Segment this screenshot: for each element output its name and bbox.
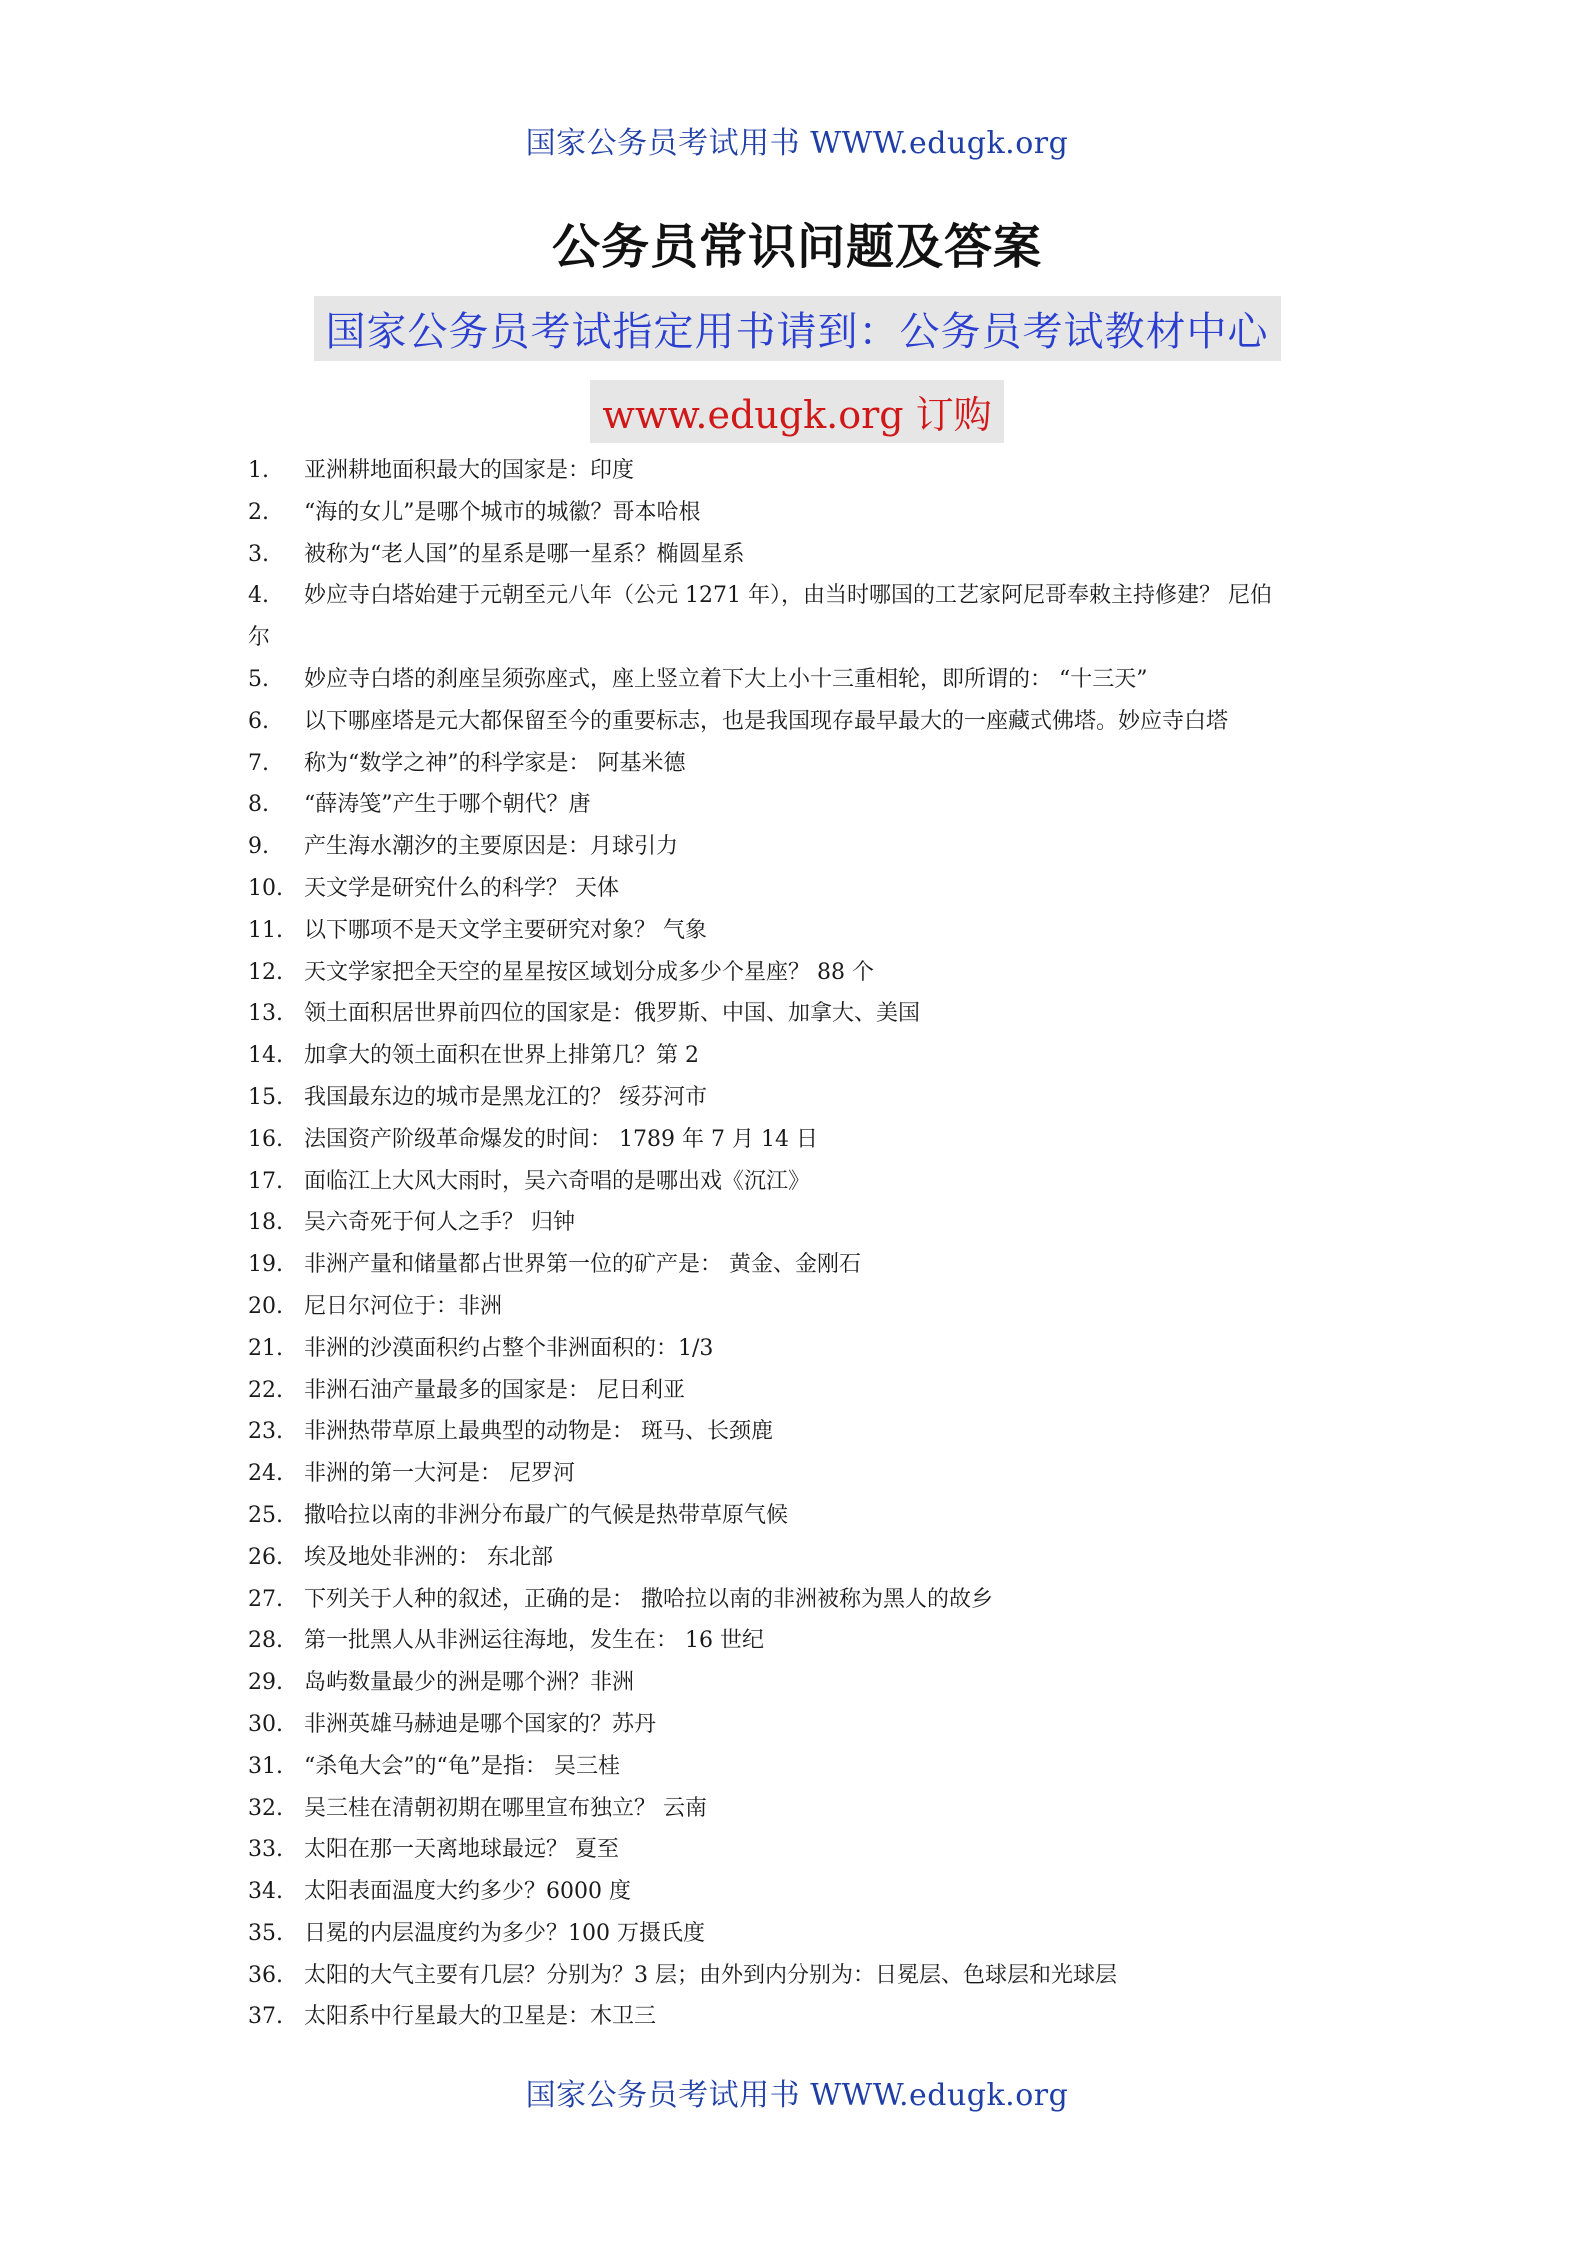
item-text xyxy=(304,1670,634,1695)
item-number: 31. xyxy=(248,1753,283,1779)
list-item xyxy=(248,1955,1358,1997)
item-text xyxy=(304,960,874,985)
item-question-answer: 日冕的内层温度约为多少？100 万摄氏度 xyxy=(304,1920,705,1946)
item-text xyxy=(304,458,634,483)
item-number: 30. xyxy=(248,1711,283,1737)
item-text xyxy=(304,1545,553,1570)
item-text xyxy=(304,1963,1117,1988)
banner-line-1 xyxy=(0,296,1594,361)
item-question-answer: 产生海水潮汐的主要原因是：月球引力 xyxy=(304,834,679,860)
item-text xyxy=(304,792,591,817)
banner-text-2[interactable]: www.edugk.org 订购 xyxy=(590,380,1003,443)
item-text xyxy=(304,1419,773,1444)
list-item xyxy=(248,868,1358,910)
item-text xyxy=(304,1085,707,1110)
item-text xyxy=(304,542,745,567)
item-question-answer: 埃及地处非洲的： 东北部 xyxy=(304,1544,553,1570)
item-question-answer: 以下哪座塔是元大都保留至今的重要标志，也是我国现存最早最大的一座藏式佛塔。妙应寺白塔 xyxy=(304,708,1229,734)
item-number: 8. xyxy=(248,792,269,818)
item-number: 5. xyxy=(248,666,269,692)
item-number: 21. xyxy=(248,1335,283,1361)
item-question-answer: 太阳表面温度大约多少？6000 度 xyxy=(304,1879,631,1905)
item-question-answer: 非洲产量和储量都占世界第一位的矿产是： 黄金、金刚石 xyxy=(304,1252,861,1278)
item-number: 11. xyxy=(248,917,283,943)
item-number: 9. xyxy=(248,834,269,860)
item-text xyxy=(304,1837,619,1862)
list-item xyxy=(248,1453,1358,1495)
item-number: 4. xyxy=(248,583,269,609)
item-text xyxy=(304,1127,818,1152)
item-number: 14. xyxy=(248,1043,283,1069)
item-number: 24. xyxy=(248,1461,283,1487)
list-item xyxy=(248,1829,1358,1871)
item-text xyxy=(248,583,1358,659)
item-number: 34. xyxy=(248,1879,283,1905)
list-item xyxy=(248,575,1358,659)
list-item xyxy=(248,1370,1358,1412)
item-question-answer: 非洲的第一大河是： 尼罗河 xyxy=(304,1461,575,1487)
item-question-answer: 加拿大的领土面积在世界上排第几？第 2 xyxy=(304,1043,699,1069)
list-item xyxy=(248,1411,1358,1453)
item-text xyxy=(304,1001,920,1026)
item-text xyxy=(304,1210,575,1235)
item-text xyxy=(304,1587,993,1612)
item-question-answer: 非洲石油产量最多的国家是： 尼日利亚 xyxy=(304,1377,685,1403)
list-item xyxy=(248,784,1358,826)
item-text xyxy=(304,1336,713,1361)
item-question-answer: 天文学家把全天空的星星按区域划分成多少个星座？ 88 个 xyxy=(304,959,874,985)
item-question-answer: 第一批黑人从非洲运往海地，发生在： 16 世纪 xyxy=(304,1628,764,1654)
item-question-answer: “杀龟大会”的“龟”是指： 吴三桂 xyxy=(304,1753,620,1779)
list-item xyxy=(248,1035,1358,1077)
list-item xyxy=(248,450,1358,492)
list-item xyxy=(248,743,1358,785)
item-question-answer: 岛屿数量最少的洲是哪个洲？非洲 xyxy=(304,1670,635,1696)
list-item xyxy=(248,1704,1358,1746)
item-text xyxy=(304,1252,861,1277)
item-number: 33. xyxy=(248,1837,283,1863)
item-question-answer: 下列关于人种的叙述，正确的是： 撒哈拉以南的非洲被称为黑人的故乡 xyxy=(304,1586,993,1612)
list-item xyxy=(248,1746,1358,1788)
item-text xyxy=(304,751,686,776)
item-number: 16. xyxy=(248,1126,283,1152)
item-question-answer: 吴六奇死于何人之手？ 归钟 xyxy=(304,1210,575,1236)
item-number: 37. xyxy=(248,2004,283,2030)
item-text xyxy=(304,834,678,859)
item-number: 35. xyxy=(248,1920,283,1946)
item-number: 20. xyxy=(248,1293,283,1319)
item-question-answer: 太阳的大气主要有几层？分别为？3 层；由外到内分别为：日冕层、色球层和光球层 xyxy=(304,1962,1117,1988)
item-question-answer: 非洲热带草原上最典型的动物是： 斑马、长颈鹿 xyxy=(304,1419,773,1445)
list-item xyxy=(248,1328,1358,1370)
item-question-answer: 被称为“老人国”的星系是哪一星系？椭圆星系 xyxy=(304,541,745,567)
item-text xyxy=(304,1879,631,1904)
item-number: 2. xyxy=(248,499,269,525)
item-text xyxy=(304,1503,788,1528)
item-number: 18. xyxy=(248,1210,283,1236)
item-text xyxy=(304,1628,764,1653)
item-question-answer: 非洲的沙漠面积约占整个非洲面积的：1/3 xyxy=(304,1335,714,1361)
item-text xyxy=(304,1294,502,1319)
list-item xyxy=(248,952,1358,994)
item-question-answer: 以下哪项不是天文学主要研究对象？ 气象 xyxy=(304,917,707,943)
list-item xyxy=(248,1913,1358,1955)
item-number: 3. xyxy=(248,541,269,567)
item-text xyxy=(304,1754,620,1779)
item-number: 26. xyxy=(248,1544,283,1570)
item-question-answer: 非洲英雄马赫迪是哪个国家的？苏丹 xyxy=(304,1711,657,1737)
item-number: 17. xyxy=(248,1168,283,1194)
list-item xyxy=(248,1244,1358,1286)
item-question-answer: “海的女儿”是哪个城市的城徽？哥本哈根 xyxy=(304,499,701,525)
item-number: 15. xyxy=(248,1084,283,1110)
item-text xyxy=(304,709,1228,734)
item-number: 7. xyxy=(248,750,269,776)
item-question-answer: 法国资产阶级革命爆发的时间： 1789 年 7 月 14 日 xyxy=(304,1126,818,1152)
item-number: 13. xyxy=(248,1001,283,1027)
item-number: 32. xyxy=(248,1795,283,1821)
list-item xyxy=(248,701,1358,743)
list-item xyxy=(248,1119,1358,1161)
list-item xyxy=(248,1161,1358,1203)
list-item xyxy=(248,1537,1358,1579)
list-item xyxy=(248,1996,1358,2038)
item-text xyxy=(304,1921,705,1946)
item-number: 6. xyxy=(248,708,269,734)
list-item xyxy=(248,1077,1358,1119)
item-number: 1. xyxy=(248,458,269,483)
item-continuation: 尔 xyxy=(248,625,271,651)
item-question-answer: 吴三桂在清朝初期在哪里宣布独立？ 云南 xyxy=(304,1795,707,1821)
item-text xyxy=(304,1378,685,1403)
item-number: 22. xyxy=(248,1377,283,1403)
item-question-answer: 面临江上大风大雨时，吴六奇唱的是哪出戏《沉江》 xyxy=(304,1168,811,1194)
item-question-answer: 亚洲耕地面积最大的国家是：印度 xyxy=(304,458,635,483)
item-question-answer: 尼日尔河位于：非洲 xyxy=(304,1293,503,1319)
list-item xyxy=(248,659,1358,701)
list-item xyxy=(248,993,1358,1035)
item-text xyxy=(304,1169,810,1194)
item-text xyxy=(304,1796,707,1821)
list-item xyxy=(248,1579,1358,1621)
list-item xyxy=(248,910,1358,952)
list-item xyxy=(248,1620,1358,1662)
item-number: 29. xyxy=(248,1670,283,1696)
item-question-answer: 天文学是研究什么的科学？ 天体 xyxy=(304,875,619,901)
item-question-answer: 太阳在那一天离地球最远？ 夏至 xyxy=(304,1837,619,1863)
banner-text-1: 国家公务员考试指定用书请到：公务员考试教材中心 xyxy=(314,296,1281,361)
item-text xyxy=(304,876,619,901)
list-item xyxy=(248,826,1358,868)
item-number: 36. xyxy=(248,1962,283,1988)
list-item xyxy=(248,1495,1358,1537)
item-question-answer: 妙应寺白塔的刹座呈须弥座式，座上竖立着下大上小十三重相轮，即所谓的： “十三天” xyxy=(304,666,1148,692)
item-text xyxy=(304,2004,656,2029)
item-number: 27. xyxy=(248,1586,283,1612)
banner-line-2 xyxy=(0,380,1594,443)
item-number: 25. xyxy=(248,1502,283,1528)
item-text xyxy=(304,500,701,525)
list-item xyxy=(248,1788,1358,1830)
qa-list xyxy=(248,450,1358,2038)
list-item xyxy=(248,1871,1358,1913)
item-question-answer: “薛涛笺”产生于哪个朝代？唐 xyxy=(304,792,591,818)
item-text xyxy=(304,1043,699,1068)
list-item xyxy=(248,492,1358,534)
header-link[interactable]: 国家公务员考试用书 WWW.edugk.org xyxy=(525,126,1069,161)
list-item xyxy=(248,534,1358,576)
item-question-answer: 妙应寺白塔始建于元朝至元八年（公元 1271 年），由当时哪国的工艺家阿尼哥奉敕主持修建？ 尼伯 xyxy=(304,583,1272,609)
item-question-answer: 太阳系中行星最大的卫星是：木卫三 xyxy=(304,2004,657,2030)
item-number: 19. xyxy=(248,1252,283,1278)
item-text xyxy=(304,667,1148,692)
item-number: 12. xyxy=(248,959,283,985)
item-question-answer: 称为“数学之神”的科学家是： 阿基米德 xyxy=(304,750,686,776)
list-item xyxy=(248,1662,1358,1704)
item-text xyxy=(304,918,707,943)
item-question-answer: 领土面积居世界前四位的国家是：俄罗斯、中国、加拿大、美国 xyxy=(304,1001,921,1027)
list-item xyxy=(248,1202,1358,1244)
item-text xyxy=(304,1461,575,1486)
item-text xyxy=(304,1712,656,1737)
item-question-answer: 撒哈拉以南的非洲分布最广的气候是热带草原气候 xyxy=(304,1502,789,1528)
footer-link[interactable]: 国家公务员考试用书 WWW.edugk.org xyxy=(525,2078,1069,2113)
item-number: 28. xyxy=(248,1628,283,1654)
item-question-answer: 我国最东边的城市是黑龙江的？ 绥芬河市 xyxy=(304,1084,707,1110)
list-item xyxy=(248,1286,1358,1328)
item-number: 10. xyxy=(248,875,283,901)
page-title: 公务员常识问题及答案 xyxy=(551,219,1042,275)
item-number: 23. xyxy=(248,1419,283,1445)
